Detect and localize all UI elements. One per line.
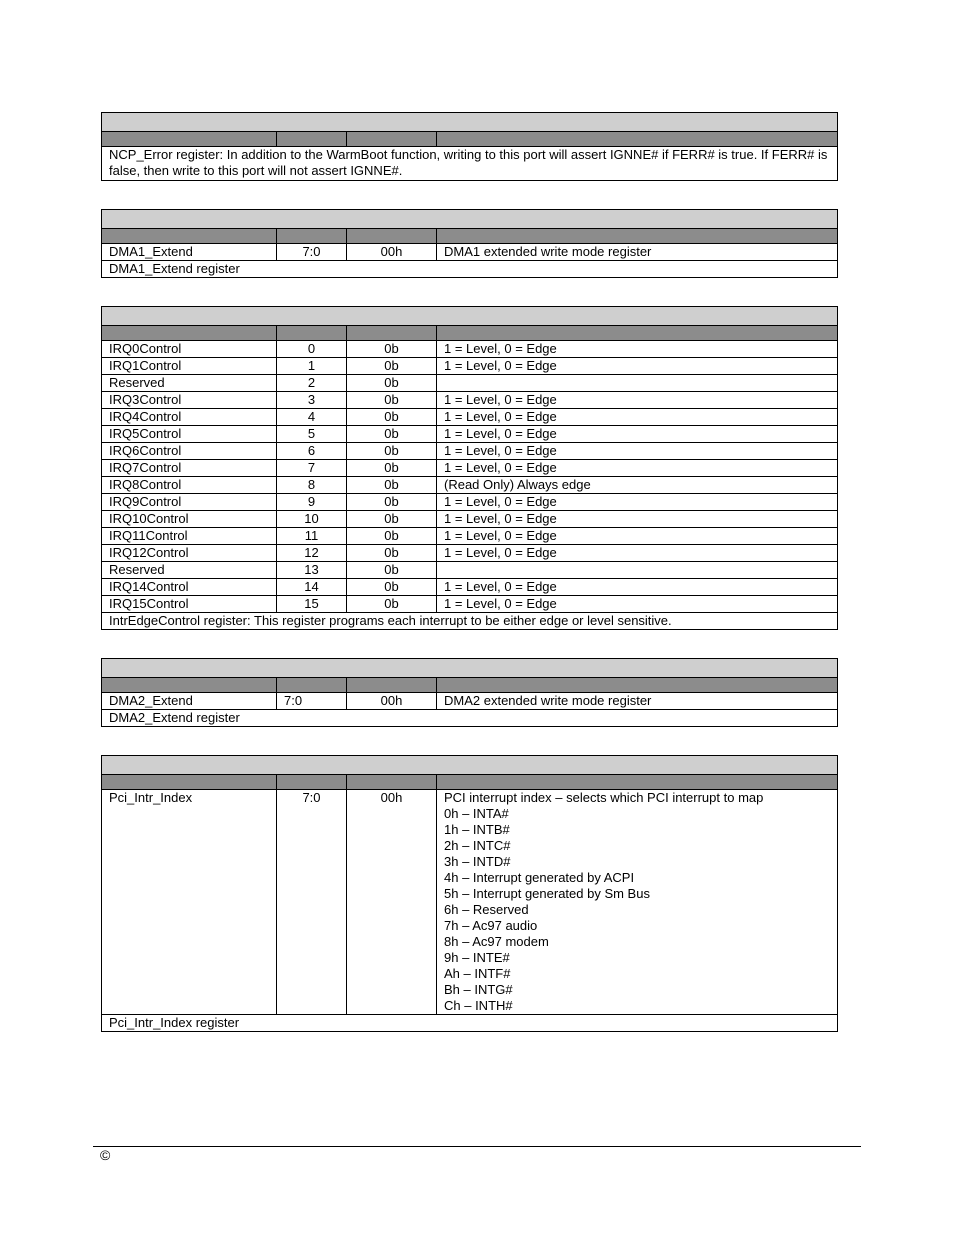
field-default: 0b [347, 392, 437, 409]
field-default: 0b [347, 511, 437, 528]
field-description: DMA2 extended write mode register [437, 693, 838, 710]
field-description [437, 375, 838, 392]
table-row [102, 494, 838, 511]
description-line: Bh – INTG# [444, 982, 513, 997]
description-line: Ah – INTF# [444, 966, 511, 981]
field-bits: 4 [277, 409, 347, 426]
field-description: 1 = Level, 0 = Edge [437, 579, 838, 596]
table-row [102, 358, 838, 375]
description-line: 1h – INTB# [444, 822, 510, 837]
field-default: 0b [347, 596, 437, 613]
table-header-row [102, 229, 838, 244]
field-default: 0b [347, 409, 437, 426]
description-line: PCI interrupt index – selects which PCI interrupt to map [444, 790, 764, 805]
field-description: 1 = Level, 0 = Edge [437, 443, 838, 460]
table-row [102, 579, 838, 596]
table-row [102, 511, 838, 528]
field-bits: 12 [277, 545, 347, 562]
register-note: IntrEdgeControl register: This register programs each interrupt to be either edge or level sensitive. [102, 613, 838, 630]
field-bits: 3 [277, 392, 347, 409]
field-default: 0b [347, 358, 437, 375]
description-line: 0h – INTA# [444, 806, 509, 821]
table-note-row [102, 1015, 838, 1032]
field-name: IRQ3Control [102, 392, 277, 409]
dma1-extend-table [101, 209, 838, 278]
field-default: 00h [347, 790, 437, 1015]
field-bits: 7:0 [277, 244, 347, 261]
irq-rows [102, 341, 838, 613]
field-bits: 5 [277, 426, 347, 443]
table-title-bar [102, 210, 838, 229]
field-name: IRQ8Control [102, 477, 277, 494]
register-note: DMA2_Extend register [102, 710, 838, 727]
field-name: IRQ11Control [102, 528, 277, 545]
field-name: IRQ15Control [102, 596, 277, 613]
field-default: 0b [347, 579, 437, 596]
table-row [102, 562, 838, 579]
field-name: IRQ5Control [102, 426, 277, 443]
field-default: 0b [347, 426, 437, 443]
field-description: 1 = Level, 0 = Edge [437, 409, 838, 426]
field-bits: 7:0 [277, 693, 347, 710]
field-description: (Read Only) Always edge [437, 477, 838, 494]
description-line: 2h – INTC# [444, 838, 511, 853]
field-description: 1 = Level, 0 = Edge [437, 511, 838, 528]
table-row [102, 545, 838, 562]
table-header-row [102, 326, 838, 341]
field-default: 0b [347, 341, 437, 358]
field-description: DMA1 extended write mode register [437, 244, 838, 261]
table-row [102, 790, 838, 1015]
field-bits: 2 [277, 375, 347, 392]
field-bits: 0 [277, 341, 347, 358]
field-name: IRQ6Control [102, 443, 277, 460]
description-line: Ch – INTH# [444, 998, 513, 1013]
field-description: 1 = Level, 0 = Edge [437, 426, 838, 443]
field-name: Reserved [102, 375, 277, 392]
table-note-row [102, 710, 838, 727]
description-line: 6h – Reserved [444, 902, 529, 917]
field-bits: 13 [277, 562, 347, 579]
intr-edge-control-table [101, 306, 838, 630]
field-name: IRQ1Control [102, 358, 277, 375]
register-note: NCP_Error register: In addition to the WarmBoot function, writing to this port will assert IGNNE# if FERR# is true. If FERR# is false, then write to this port will not assert IGNNE#. [102, 147, 838, 181]
table-title-bar [102, 756, 838, 775]
field-bits: 8 [277, 477, 347, 494]
field-name: IRQ4Control [102, 409, 277, 426]
field-default: 0b [347, 494, 437, 511]
table-row [102, 693, 838, 710]
table-row [102, 426, 838, 443]
field-bits: 6 [277, 443, 347, 460]
table-header-row [102, 775, 838, 790]
field-description: 1 = Level, 0 = Edge [437, 460, 838, 477]
field-default: 0b [347, 562, 437, 579]
table-row [102, 596, 838, 613]
table-row [102, 528, 838, 545]
field-default: 00h [347, 244, 437, 261]
ncp-error-table [101, 112, 838, 181]
table-row [102, 244, 838, 261]
field-default: 0b [347, 375, 437, 392]
description-line: 7h – Ac97 audio [444, 918, 538, 933]
field-description: 1 = Level, 0 = Edge [437, 528, 838, 545]
table-row [102, 409, 838, 426]
table-header-row [102, 132, 838, 147]
description-line: 5h – Interrupt generated by Sm Bus [444, 886, 650, 901]
field-description: 1 = Level, 0 = Edge [437, 596, 838, 613]
field-name: IRQ14Control [102, 579, 277, 596]
field-name: IRQ7Control [102, 460, 277, 477]
table-title-bar [102, 113, 838, 132]
copyright-symbol: © [100, 1147, 111, 1163]
footer-divider [93, 1146, 861, 1147]
table-note-row [102, 147, 838, 181]
table-row [102, 392, 838, 409]
field-description: 1 = Level, 0 = Edge [437, 358, 838, 375]
field-bits: 11 [277, 528, 347, 545]
field-description [437, 562, 838, 579]
table-title-bar [102, 659, 838, 678]
description-line: 8h – Ac97 modem [444, 934, 549, 949]
field-name: DMA2_Extend [102, 693, 277, 710]
field-description: 1 = Level, 0 = Edge [437, 341, 838, 358]
field-name: Reserved [102, 562, 277, 579]
field-bits: 7 [277, 460, 347, 477]
table-row [102, 477, 838, 494]
field-bits: 7:0 [277, 790, 347, 1015]
table-note-row [102, 261, 838, 278]
field-default: 0b [347, 545, 437, 562]
dma2-extend-table [101, 658, 838, 727]
field-bits: 14 [277, 579, 347, 596]
description-line: 3h – INTD# [444, 854, 511, 869]
field-bits: 1 [277, 358, 347, 375]
field-default: 0b [347, 460, 437, 477]
field-name: IRQ12Control [102, 545, 277, 562]
field-name: IRQ0Control [102, 341, 277, 358]
field-name: IRQ10Control [102, 511, 277, 528]
field-default: 00h [347, 693, 437, 710]
table-row [102, 443, 838, 460]
field-bits: 9 [277, 494, 347, 511]
table-row [102, 375, 838, 392]
pci-intr-index-table [101, 755, 838, 1032]
field-description [437, 790, 838, 1015]
table-note-row [102, 613, 838, 630]
field-description: 1 = Level, 0 = Edge [437, 494, 838, 511]
description-line: 9h – INTE# [444, 950, 510, 965]
field-description: 1 = Level, 0 = Edge [437, 545, 838, 562]
register-note: DMA1_Extend register [102, 261, 838, 278]
field-default: 0b [347, 477, 437, 494]
description-line: 4h – Interrupt generated by ACPI [444, 870, 635, 885]
field-name: Pci_Intr_Index [102, 790, 277, 1015]
field-name: IRQ9Control [102, 494, 277, 511]
field-bits: 10 [277, 511, 347, 528]
table-row [102, 341, 838, 358]
table-title-bar [102, 307, 838, 326]
table-row [102, 460, 838, 477]
table-header-row [102, 678, 838, 693]
field-description: 1 = Level, 0 = Edge [437, 392, 838, 409]
field-name: DMA1_Extend [102, 244, 277, 261]
register-note: Pci_Intr_Index register [102, 1015, 838, 1032]
field-default: 0b [347, 528, 437, 545]
field-bits: 15 [277, 596, 347, 613]
field-default: 0b [347, 443, 437, 460]
